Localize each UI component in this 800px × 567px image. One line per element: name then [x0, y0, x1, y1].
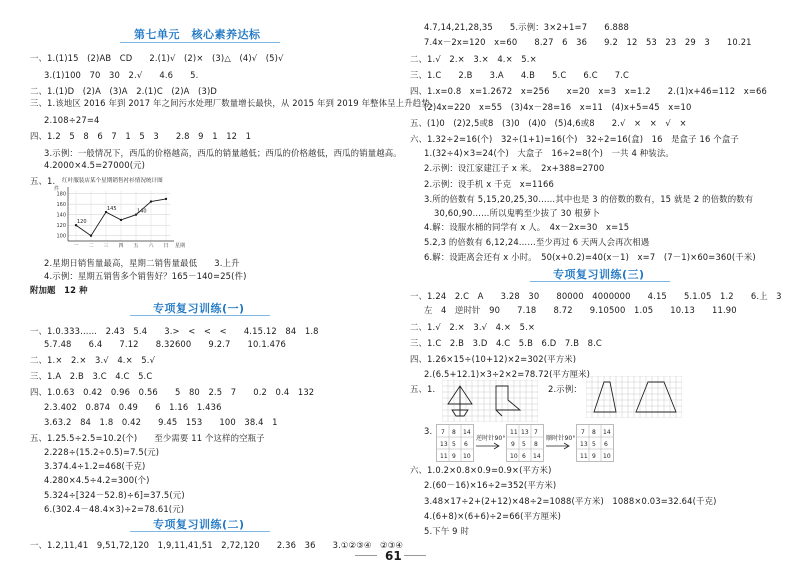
answer-line: 2.3.402 0.874 0.49 6 1.16 1.436 [44, 402, 222, 412]
section-rule [120, 42, 280, 43]
answer-line: 3.48×17÷2+(2+12)×48÷2=1088(平方米) 1088×0.03=32.64(千克) [424, 496, 717, 506]
x-tick-label: 四 [118, 243, 124, 249]
number-grid-a [436, 424, 474, 462]
answer-line: 4.2000×4.5=27000(元) [44, 160, 146, 170]
answer-line: 二、1.(1)D (2)A (3)A 2.(1)C (2)A (3)D [30, 86, 217, 96]
answer-line: 3.374.4÷1.2=468(千克) [44, 461, 146, 471]
y-tick-label: 120 [56, 223, 66, 230]
answer-line: 一、1.24 2.C A 3.28 30 80000 4000000 4.15 5.1.05 1.2 6.上 3 [410, 291, 782, 301]
arrow-right-icon [476, 442, 502, 450]
grid-figure-2 [586, 376, 682, 418]
page-number: 61 [385, 549, 402, 563]
answer-line: 二、1.√ 2.× 3.× 4.× 5.× [410, 54, 537, 64]
svg-text:13: 13 [580, 441, 588, 448]
data-point [120, 219, 122, 221]
answer-line: 二、1.√ 2.× 3.√ 4.× 5.× [410, 322, 536, 332]
answer-line: 3.示例：一般情况下，西瓜的价格越高，西瓜的销量越低；西瓜的价格越低，西瓜的销量越高。 [44, 148, 402, 158]
answer-line: 5.下午 9 时 [424, 526, 469, 536]
answer-line: 一、1.0.333…… 2.43 5.4 3.> < < < 4.15.12 84 1.8 [30, 326, 319, 336]
svg-text:7: 7 [534, 429, 538, 436]
question-label: 2.示例： [548, 384, 582, 394]
svg-text:10: 10 [510, 453, 518, 460]
svg-text:6: 6 [604, 441, 608, 448]
arrow-right-icon [546, 442, 572, 450]
svg-text:10: 10 [463, 453, 471, 460]
svg-text:13: 13 [440, 441, 448, 448]
svg-text:9: 9 [452, 453, 456, 460]
number-grid-c [576, 424, 614, 462]
data-point [90, 235, 92, 237]
x-tick-label: 一 [73, 243, 79, 249]
y-tick-label: 100 [56, 233, 66, 240]
answer-line: (2)4x=220 x=55 (3)4x－28=16 x=11 (4)x+5=45 x=10 [424, 102, 692, 112]
svg-text:7: 7 [581, 429, 585, 436]
answer-line: 2.(6.5+12.1)×3÷2×2=78.72(平方厘米) [424, 369, 591, 379]
x-axis-label: 星期 [175, 243, 186, 249]
answer-line: 六、1.0.2×0.8×0.9=0.9×(平方米) [410, 465, 552, 475]
svg-text:6: 6 [464, 441, 468, 448]
answer-line: 6.解：设距离会还有 x 小时。 50(x+0.2)=40(x－1) x=7 (7－1)×60=360(千米) [424, 252, 756, 262]
answer-line: 2.示例：设江家建江子 x 米。 2x+388=2700 [424, 163, 605, 173]
y-tick-label: 180 [56, 191, 66, 198]
answer-line: 3.63.2 84 1.8 0.42 9.45 153 100 38.4 1 [44, 417, 278, 427]
svg-text:14: 14 [463, 429, 471, 436]
svg-text:10: 10 [603, 453, 611, 460]
question-label: 3. [424, 426, 433, 436]
svg-text:11: 11 [440, 453, 448, 460]
answer-line: 3.所的倍数有 5,15,20,25,30……其中也是 3 的倍数的数有，15 就是 2 的倍数的数有 [424, 194, 754, 204]
answer-line: 五、1.25.5÷2.5=10.2(个) 至少需要 11 个这样的空瓶子 [30, 433, 265, 443]
data-point [150, 200, 152, 202]
svg-text:14: 14 [533, 453, 541, 460]
grid-figure-1 [442, 380, 538, 422]
rotation-label: 顺时针90° [546, 435, 576, 442]
line-chart [48, 183, 188, 253]
svg-text:8: 8 [534, 441, 538, 448]
svg-text:8: 8 [452, 429, 456, 436]
right-column [410, 0, 800, 567]
answer-line: 三、1.C 2.B 3.A 4.B 5.C 6.C 7.C [410, 70, 630, 80]
answer-line: 5.7.48 6.4 7.12 8.32600 9.2.7 10.1.476 [44, 339, 287, 349]
svg-text:14: 14 [603, 429, 611, 436]
rotation-label: 逆时针90° [476, 435, 506, 442]
svg-text:13: 13 [521, 429, 529, 436]
svg-text:9: 9 [511, 441, 515, 448]
answer-line: 4.7,14,21,28,35 5.示例：3×2+1=7 6.888 [424, 22, 629, 32]
answer-line: 四、1.x=0.8 x=1.2672 x=256 x=20 x=3 x=1.2 2.(1)x+46=112 x=66 [410, 86, 767, 96]
svg-text:6: 6 [522, 453, 526, 460]
answer-line: 2.示例：设手机 x 千克 x=1166 [424, 179, 554, 189]
svg-text:9: 9 [592, 453, 596, 460]
answer-line: 一、1.2,11,41 9,51,72,120 1,9,11,41,51 2,72,120 2.36 36 3.①②③④ ②③④ [30, 540, 404, 550]
page-rule [355, 555, 377, 556]
question-label: 五、1. [410, 384, 436, 394]
answer-line: 五、(1)0 (2)2,5或8 (3)0 (4)0 (5)4,6或8 2.√ × × √ × [410, 118, 687, 128]
svg-text:11: 11 [510, 429, 518, 436]
data-point [165, 198, 167, 200]
answer-line: 二、1.× 2.× 3.√ 4.× 5.√ [30, 355, 156, 365]
page-rule [404, 555, 426, 556]
answer-line: 4.解：设服水桶的同学有 x 人。 4x－2x=30 x=15 [424, 222, 630, 232]
answer-line: 一、1.(1)15 (2)AB CD 2.(1)√ (2)× (3)△ (4)√ (5)√ [30, 53, 284, 63]
y-tick-label: 140 [56, 212, 66, 219]
answer-line: 5.324÷[324－52.8)÷6]=37.5(元) [44, 490, 185, 500]
answer-line: 2.108÷27=4 [44, 115, 100, 125]
answer-line: 5.2,3 的倍数有 6,12,24……至少再过 6 天两人会再次相遇 [424, 237, 650, 247]
x-tick-label: 五 [133, 243, 139, 249]
answer-line: 四、1.0.63 0.42 0.96 0.56 5 80 2.5 7 0.2 0.4 132 [30, 387, 315, 397]
x-tick-label: 六 [148, 243, 154, 249]
section-title-review2: 专项复习训练(二) [153, 518, 245, 531]
answer-line: 2.228÷(15.2÷0.5)=7.5(元) [44, 447, 160, 457]
svg-text:5: 5 [522, 441, 526, 448]
svg-text:5: 5 [452, 441, 456, 448]
data-label: 120 [77, 219, 87, 226]
svg-text:5: 5 [592, 441, 596, 448]
answer-line: 四、1.2 5 8 6 7 1 5 3 2.8 9 1 12 1 [30, 131, 252, 141]
answer-line: 三、1.A 2.B 3.C 4.C 5.C [30, 371, 153, 381]
answer-line: 三、1.该地区 2016 年到 2017 年之间污水处理厂数量增长最快，从 2015 年到 2019 年整体呈上升趋势。 [30, 98, 439, 108]
svg-text:11: 11 [580, 453, 588, 460]
number-grid-b [506, 424, 544, 462]
y-axis-label: 件 [54, 186, 60, 192]
section-title-unit7: 第七单元 核心素养达标 [134, 28, 261, 41]
data-label: 140 [137, 208, 147, 215]
section-title-review3: 专项复习训练(三) [553, 268, 645, 281]
data-label: 145 [107, 206, 117, 213]
answer-line: 六、1.32÷2=16(个) 32÷(1+1)=16(个) 32÷2=16(盒) 16 是盒子 16 个盒子 [410, 134, 739, 144]
x-tick-label: 日 [163, 243, 169, 249]
chart-title: 红叶服装店某个星期销售衬衫情况统计图 [62, 178, 163, 184]
svg-text:8: 8 [592, 429, 596, 436]
x-tick-label: 二 [88, 243, 94, 249]
svg-text:7: 7 [441, 429, 445, 436]
answer-line: 1.(32÷4)×3=24(个) 大盒子 16÷2=8(个) 一共 4 种装法。 [424, 148, 674, 158]
answer-line: 2.(60－16)×16÷2=352(平方米) [424, 480, 557, 490]
section-title-review1: 专项复习训练(一) [153, 302, 245, 315]
answer-line: 4.(6+8)×(6+6)÷2=66(平方厘米) [424, 511, 562, 521]
answer-line: 2.星期日销售量最高，星期二销售量最低 3.上升 [44, 258, 240, 268]
bonus-question: 附加题 12 种 [30, 285, 88, 295]
answer-line: 四、1.26×15÷(10+12)×2=302(平方米) [410, 354, 577, 364]
answer-line: 7.4x－2x=120 x=60 8.27 6 36 9.2 12 53 23 29 3 10.21 [424, 37, 752, 47]
question-label: 五、1. [30, 176, 56, 186]
answer-line: 3.(1)100 70 30 2.√ 4.6 5. [44, 70, 199, 80]
answer-line: 6.(302.4－48.4×3)÷2=78.61(元) [44, 504, 185, 514]
answer-line: 30,60,90……所以鬼鸭至少拔了 30 根萝卜 [434, 208, 600, 218]
y-tick-label: 160 [56, 201, 66, 208]
answer-line: 4.280×4.5÷4.2=300(个) [44, 475, 150, 485]
answer-line: 4.示例：星期五销售多个销售好？165－140=25(件) [44, 271, 247, 281]
x-tick-label: 三 [103, 243, 109, 249]
answer-line: 三、1.C 2.B 3.D 4.C 5.B 6.D 7.B 8.C [410, 338, 602, 348]
answer-line: 左 4 逆时针 90 7.18 8.72 9.10500 1.05 10.13 11.90 [424, 305, 737, 315]
